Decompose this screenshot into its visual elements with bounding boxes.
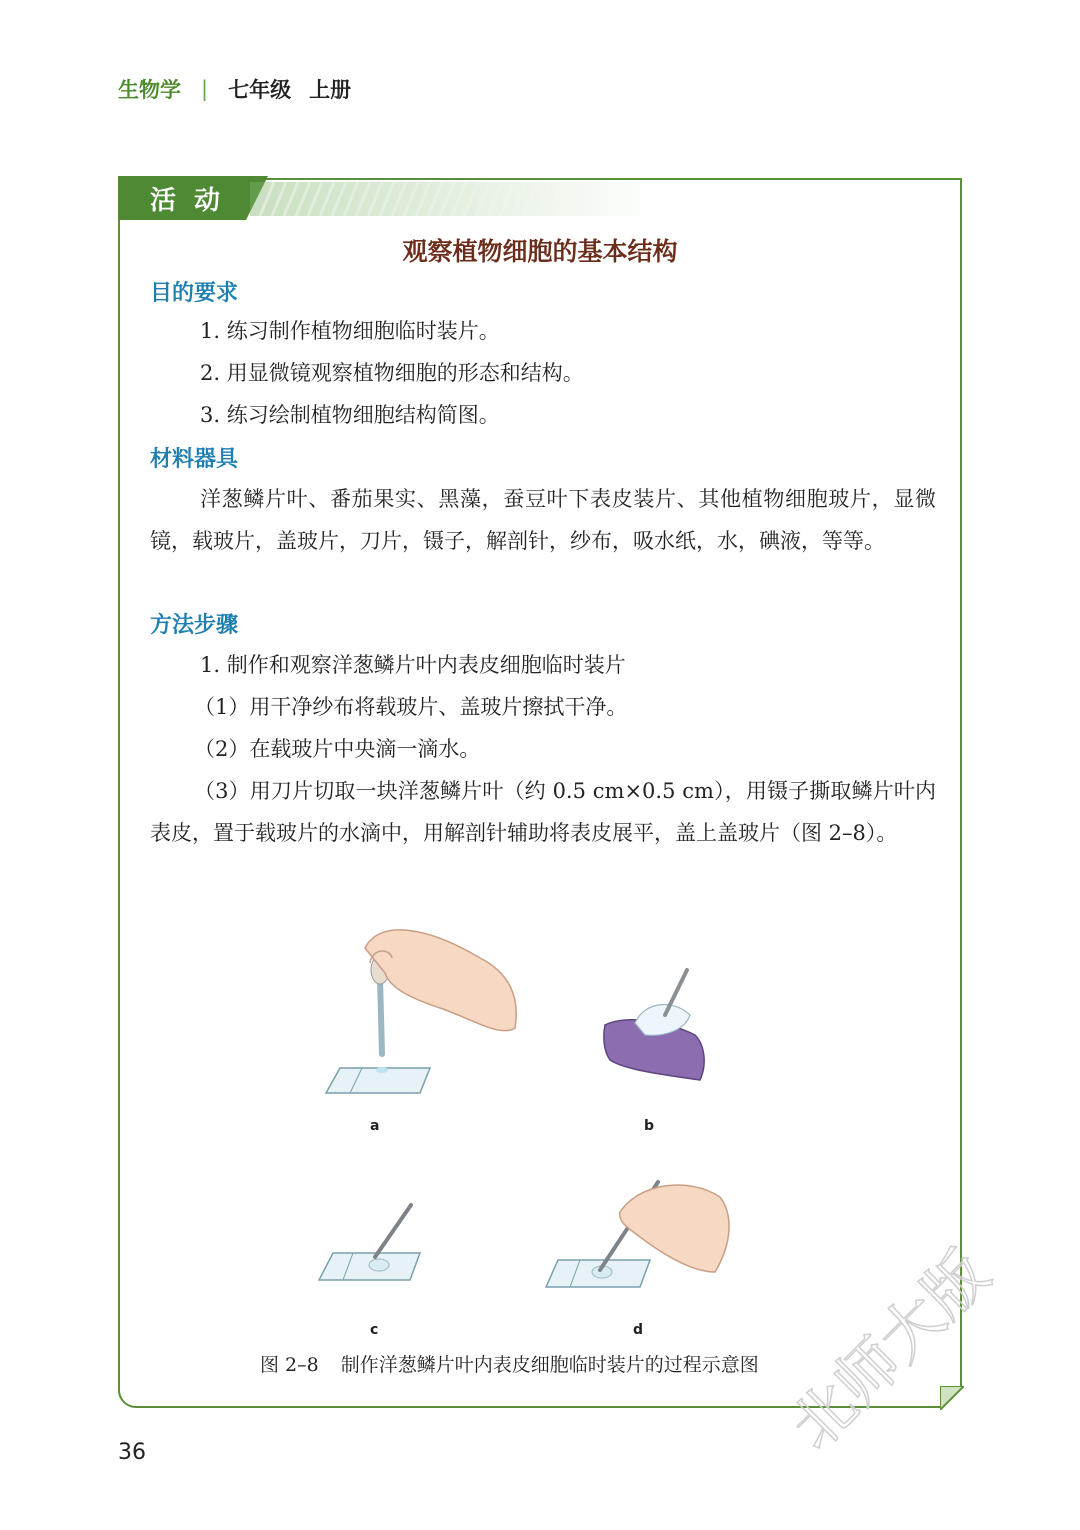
objective-item-2: 2. 用显微镜观察植物细胞的形态和结构。 bbox=[200, 361, 584, 385]
method-step-1: 1. 制作和观察洋葱鳞片叶内表皮细胞临时装片 bbox=[200, 653, 626, 677]
method-substep-3: （3）用刀片切取一块洋葱鳞片叶（约 0.5 cm×0.5 cm），用镊子撕取鳞片叶内表皮，置于载玻片的水滴中，用解剖针辅助将表皮展平，盖上盖玻片（图 2–8）。 bbox=[150, 779, 936, 845]
subject-label: 生物学 bbox=[118, 78, 181, 102]
activity-tab-label: 活动 bbox=[150, 186, 239, 216]
panel-label-d: d bbox=[633, 1322, 644, 1338]
watermark-text: 北师大版 bbox=[776, 1236, 1004, 1464]
objective-item-1: 1. 练习制作植物细胞临时装片。 bbox=[200, 319, 500, 343]
figure-panel-b bbox=[595, 965, 725, 1090]
figure-number: 图 2–8 bbox=[260, 1354, 319, 1376]
header-separator: | bbox=[201, 77, 209, 101]
figure-panel-a bbox=[310, 918, 530, 1108]
panel-label-a: a bbox=[370, 1118, 380, 1134]
method-substep-1: （1）用干净纱布将载玻片、盖玻片擦拭干净。 bbox=[194, 695, 628, 719]
publisher-watermark bbox=[740, 1200, 1070, 1530]
grade-label: 七年级 bbox=[228, 78, 292, 102]
figure-panel-c bbox=[315, 1195, 430, 1285]
tab-stripes-decoration bbox=[250, 182, 640, 216]
page-number: 36 bbox=[118, 1440, 146, 1465]
page-header bbox=[118, 74, 351, 104]
materials-heading: 材料器具 bbox=[150, 447, 239, 472]
figure-caption-text: 制作洋葱鳞片叶内表皮细胞临时装片的过程示意图 bbox=[340, 1354, 759, 1376]
objectives-heading: 目的要求 bbox=[150, 281, 239, 306]
materials-text: 洋葱鳞片叶、番茄果实、黑藻，蚕豆叶下表皮装片、其他植物细胞玻片，显微镜，载玻片，盖玻片，刀片，镊子，解剖针，纱布，吸水纸，水，碘液，等等。 bbox=[150, 487, 936, 553]
activity-title: 观察植物细胞的基本结构 bbox=[402, 237, 678, 266]
methods-heading: 方法步骤 bbox=[150, 613, 239, 638]
figure-panel-d bbox=[540, 1172, 735, 1292]
method-substep-2: （2）在载玻片中央滴一滴水。 bbox=[194, 737, 481, 761]
panel-label-b: b bbox=[644, 1118, 655, 1134]
volume-label: 上册 bbox=[309, 78, 352, 102]
panel-label-c: c bbox=[370, 1322, 379, 1338]
figure-caption bbox=[260, 1350, 759, 1377]
objective-item-3: 3. 练习绘制植物细胞结构简图。 bbox=[200, 403, 500, 427]
